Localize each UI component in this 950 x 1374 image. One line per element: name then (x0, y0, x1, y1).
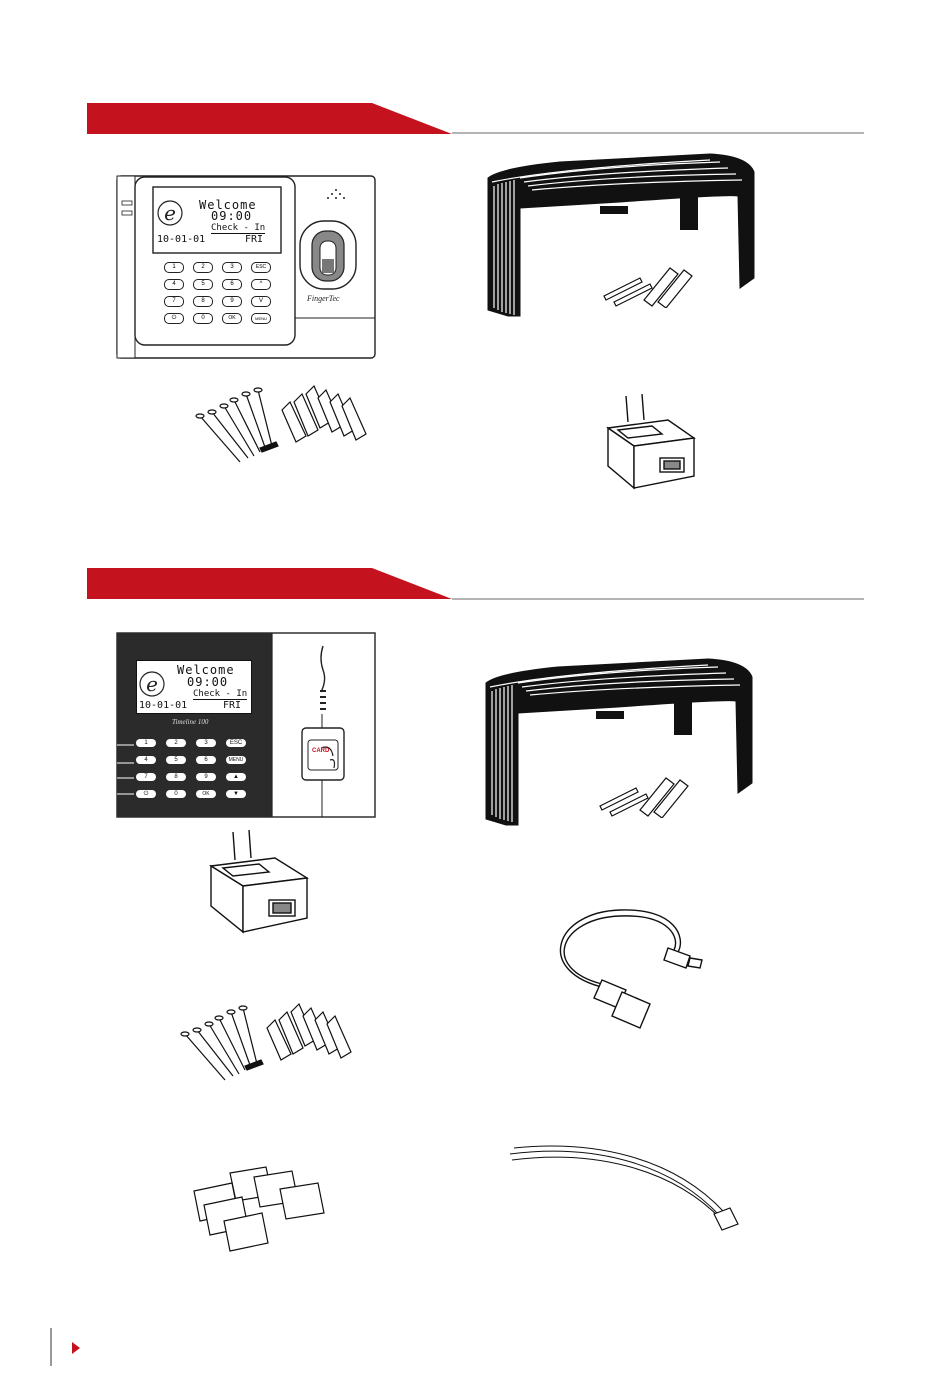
section-2-banner (87, 568, 452, 599)
screws-and-anchors-icon (596, 768, 696, 818)
keypad-key[interactable]: 8 (166, 773, 186, 781)
keypad-key[interactable]: OK (222, 313, 242, 324)
lcd-welcome: Welcome (199, 198, 257, 212)
keypad-key[interactable]: 1 (136, 739, 156, 747)
svg-text:e: e (164, 201, 176, 225)
keypad-key[interactable]: V (251, 296, 271, 307)
keypad (164, 262, 288, 332)
keypad-key[interactable]: 0 (166, 790, 186, 798)
keypad-key[interactable]: ESC (251, 262, 271, 273)
keypad-key[interactable]: ESC (226, 739, 246, 747)
keypad (136, 739, 256, 806)
power-adapter-2-icon (203, 828, 325, 938)
keypad-key[interactable]: 2 (166, 739, 186, 747)
card-reader-label: CARD (312, 748, 330, 754)
keypad-key[interactable]: 9 (222, 296, 242, 307)
keypad-key[interactable]: 7 (164, 296, 184, 307)
keypad-key[interactable]: 4 (136, 756, 156, 764)
lcd-welcome: Welcome (177, 663, 235, 677)
screw-set-2-icon (175, 998, 360, 1088)
keypad-key[interactable]: 3 (196, 739, 216, 747)
power-adapter-1-icon (598, 392, 710, 502)
keypad-key[interactable]: 9 (196, 773, 216, 781)
keypad-key[interactable]: ⏻ (136, 790, 156, 798)
brand-logo: FingerTec (307, 294, 340, 303)
device-1-illustration (115, 173, 377, 360)
page-marker-arrow (72, 1342, 80, 1354)
keypad-key[interactable]: 1 (164, 262, 184, 273)
keypad-key[interactable]: 5 (193, 279, 213, 290)
keypad-key[interactable]: 0 (193, 313, 213, 324)
lcd-status: Check - In (193, 689, 248, 699)
lcd-day: FRI (245, 234, 264, 245)
keypad-key[interactable]: ▼ (226, 790, 246, 798)
rfid-cards-icon (190, 1165, 330, 1255)
keypad-key[interactable]: 6 (222, 279, 242, 290)
screws-and-anchors-icon (600, 258, 700, 308)
screw-set-1-icon (190, 380, 370, 470)
lcd-date: 10-01-01 (139, 700, 188, 711)
lcd-day: FRI (223, 700, 242, 711)
keypad-key[interactable]: MENU (226, 756, 246, 764)
lcd-time: 09:00 (187, 675, 229, 689)
model-label: Timeline 100 (172, 718, 209, 726)
keypad-key[interactable]: 6 (196, 756, 216, 764)
wire-harness-icon (508, 1140, 743, 1235)
keypad-key[interactable]: 7 (136, 773, 156, 781)
keypad-key[interactable]: 5 (166, 756, 186, 764)
keypad-key[interactable]: 8 (193, 296, 213, 307)
keypad-key[interactable]: ^ (251, 279, 271, 290)
keypad-key[interactable]: MENU (251, 313, 271, 324)
lcd-time: 09:00 (211, 209, 253, 223)
svg-text:e: e (146, 672, 158, 696)
keypad-key[interactable]: ▲ (226, 773, 246, 781)
e-logo-icon (157, 200, 183, 226)
usb-cable-icon (550, 908, 725, 1033)
section-1-banner (87, 103, 452, 134)
keypad-key[interactable]: 3 (222, 262, 242, 273)
keypad-key[interactable]: OK (196, 790, 216, 798)
lcd-date: 10-01-01 (157, 234, 206, 245)
keypad-key[interactable]: 2 (193, 262, 213, 273)
e-logo-icon (139, 671, 165, 697)
keypad-key[interactable]: 4 (164, 279, 184, 290)
lcd-status: Check - In (211, 223, 266, 233)
keypad-key[interactable]: ⏻ (164, 313, 184, 324)
lcd-screen (136, 660, 252, 714)
device-2-illustration (116, 632, 376, 818)
